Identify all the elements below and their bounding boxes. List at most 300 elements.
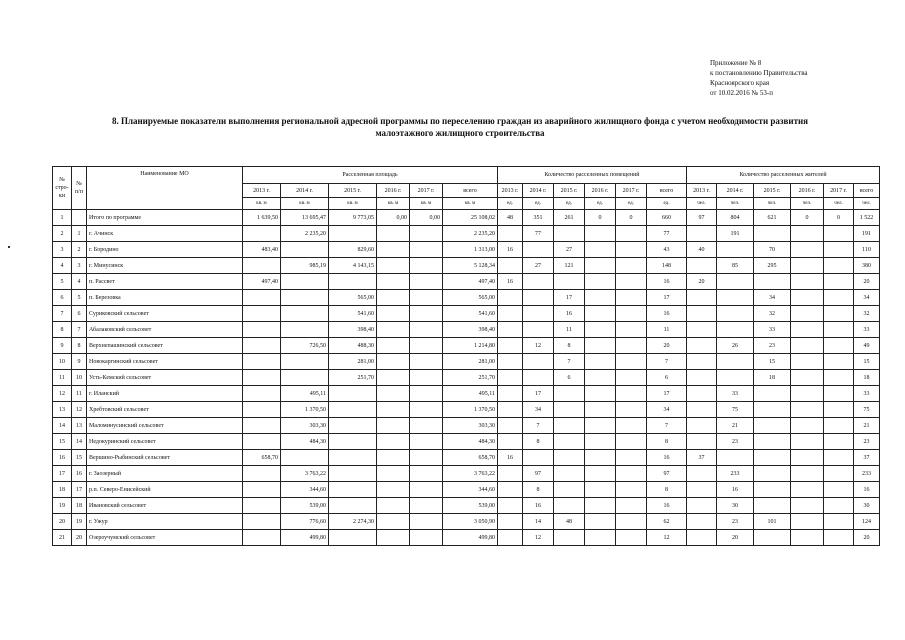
unit-header-cell: ед. bbox=[523, 198, 554, 210]
area-value-cell bbox=[377, 418, 410, 434]
people-value-cell bbox=[754, 530, 791, 546]
people-value-cell bbox=[754, 466, 791, 482]
rooms-value-cell bbox=[616, 274, 647, 290]
year-header-cell: всего bbox=[647, 184, 687, 198]
people-value-cell bbox=[791, 322, 824, 338]
area-value-cell: 1 370,50 bbox=[281, 402, 329, 418]
area-value-cell: 2 274,30 bbox=[329, 514, 377, 530]
rooms-value-cell bbox=[616, 370, 647, 386]
pp-number-cell: 18 bbox=[72, 498, 87, 514]
people-value-cell bbox=[717, 242, 754, 258]
header-group-rooms: Количество расселенных помещений bbox=[498, 167, 687, 184]
rooms-value-cell: 660 bbox=[647, 210, 687, 226]
area-value-cell bbox=[281, 370, 329, 386]
people-value-cell: 0 bbox=[824, 210, 854, 226]
rooms-value-cell bbox=[554, 226, 585, 242]
rooms-value-cell bbox=[554, 498, 585, 514]
rooms-value-cell bbox=[498, 338, 523, 354]
people-value-cell: 21 bbox=[717, 418, 754, 434]
area-value-cell: 3 763,22 bbox=[443, 466, 498, 482]
area-value-cell bbox=[410, 418, 443, 434]
people-value-cell: 15 bbox=[854, 354, 880, 370]
header-name: Наименование МО bbox=[87, 167, 243, 210]
rooms-value-cell: 34 bbox=[523, 402, 554, 418]
table-row bbox=[53, 514, 880, 530]
people-value-cell bbox=[824, 290, 854, 306]
rooms-value-cell: 27 bbox=[554, 242, 585, 258]
row-number-cell: 1 bbox=[53, 210, 72, 226]
people-value-cell: 23 bbox=[754, 338, 791, 354]
table-row bbox=[53, 402, 880, 418]
row-number-cell: 3 bbox=[53, 242, 72, 258]
people-value-cell: 40 bbox=[687, 242, 717, 258]
area-value-cell bbox=[410, 322, 443, 338]
rooms-value-cell bbox=[585, 514, 616, 530]
rooms-value-cell: 6 bbox=[647, 370, 687, 386]
area-value-cell bbox=[377, 370, 410, 386]
rooms-value-cell bbox=[554, 386, 585, 402]
area-value-cell: 0,00 bbox=[377, 210, 410, 226]
area-value-cell bbox=[243, 338, 281, 354]
municipality-name-cell: Суриковский сельсовет bbox=[87, 306, 243, 322]
year-header-cell: всего bbox=[854, 184, 880, 198]
people-value-cell: 20 bbox=[717, 530, 754, 546]
rooms-value-cell: 16 bbox=[498, 274, 523, 290]
rooms-value-cell bbox=[585, 498, 616, 514]
rooms-value-cell bbox=[616, 258, 647, 274]
people-value-cell: 34 bbox=[754, 290, 791, 306]
people-value-cell bbox=[791, 450, 824, 466]
people-value-cell: 33 bbox=[754, 322, 791, 338]
area-value-cell bbox=[377, 274, 410, 290]
area-value-cell: 1 370,50 bbox=[443, 402, 498, 418]
row-number-cell: 4 bbox=[53, 258, 72, 274]
rooms-value-cell bbox=[616, 354, 647, 370]
people-value-cell bbox=[824, 434, 854, 450]
people-value-cell: 75 bbox=[717, 402, 754, 418]
rooms-value-cell bbox=[523, 370, 554, 386]
people-value-cell bbox=[824, 402, 854, 418]
rooms-value-cell bbox=[554, 402, 585, 418]
row-number-cell: 19 bbox=[53, 498, 72, 514]
rooms-value-cell bbox=[616, 450, 647, 466]
unit-header-cell: ед. bbox=[616, 198, 647, 210]
people-value-cell: 233 bbox=[717, 466, 754, 482]
rooms-value-cell: 43 bbox=[647, 242, 687, 258]
rooms-value-cell bbox=[498, 306, 523, 322]
people-value-cell: 110 bbox=[854, 242, 880, 258]
row-number-cell: 9 bbox=[53, 338, 72, 354]
pp-number-cell: 3 bbox=[72, 258, 87, 274]
people-value-cell bbox=[687, 370, 717, 386]
table-row bbox=[53, 482, 880, 498]
area-value-cell: 829,60 bbox=[329, 242, 377, 258]
people-value-cell bbox=[824, 530, 854, 546]
rooms-value-cell bbox=[585, 418, 616, 434]
row-number-cell: 10 bbox=[53, 354, 72, 370]
rooms-value-cell: 7 bbox=[647, 354, 687, 370]
area-value-cell: 5 128,34 bbox=[443, 258, 498, 274]
rooms-value-cell: 16 bbox=[498, 450, 523, 466]
area-value-cell bbox=[243, 466, 281, 482]
people-value-cell: 20 bbox=[854, 530, 880, 546]
area-value-cell bbox=[329, 466, 377, 482]
area-value-cell: 484,30 bbox=[443, 434, 498, 450]
pp-number-cell: 7 bbox=[72, 322, 87, 338]
rooms-value-cell: 8 bbox=[523, 434, 554, 450]
people-value-cell: 295 bbox=[754, 258, 791, 274]
rooms-value-cell: 121 bbox=[554, 258, 585, 274]
title-line-1: 8. Планируемые показатели выполнения региональной адресной программы по переселению граждан из аварийного жилищного фонда с учетом необходимости развития bbox=[111, 116, 809, 126]
rooms-value-cell bbox=[616, 290, 647, 306]
rooms-value-cell bbox=[523, 322, 554, 338]
rooms-value-cell bbox=[523, 242, 554, 258]
people-value-cell: 33 bbox=[854, 322, 880, 338]
people-value-cell: 1 522 bbox=[854, 210, 880, 226]
row-number-cell: 11 bbox=[53, 370, 72, 386]
area-value-cell bbox=[243, 290, 281, 306]
people-value-cell bbox=[754, 482, 791, 498]
people-value-cell bbox=[791, 258, 824, 274]
area-value-cell bbox=[243, 258, 281, 274]
area-value-cell: 726,50 bbox=[281, 338, 329, 354]
people-value-cell bbox=[824, 418, 854, 434]
people-value-cell bbox=[824, 258, 854, 274]
people-value-cell: 20 bbox=[854, 274, 880, 290]
people-value-cell bbox=[717, 274, 754, 290]
people-value-cell: 37 bbox=[687, 450, 717, 466]
year-header-cell: всего bbox=[443, 184, 498, 198]
rooms-value-cell bbox=[585, 386, 616, 402]
year-header-cell: 2013 г. bbox=[687, 184, 717, 198]
area-value-cell: 303,30 bbox=[443, 418, 498, 434]
rooms-value-cell: 12 bbox=[647, 530, 687, 546]
people-value-cell bbox=[791, 226, 824, 242]
area-value-cell bbox=[410, 386, 443, 402]
people-value-cell bbox=[824, 274, 854, 290]
area-value-cell: 495,11 bbox=[443, 386, 498, 402]
municipality-name-cell: Ивановский сельсовет bbox=[87, 498, 243, 514]
title-line-2: малоэтажного жилищного строительства bbox=[375, 128, 545, 138]
people-value-cell bbox=[754, 386, 791, 402]
rooms-value-cell bbox=[585, 274, 616, 290]
rooms-value-cell: 14 bbox=[523, 514, 554, 530]
people-value-cell bbox=[754, 226, 791, 242]
people-value-cell: 15 bbox=[754, 354, 791, 370]
rooms-value-cell: 17 bbox=[647, 290, 687, 306]
area-value-cell bbox=[377, 450, 410, 466]
rooms-value-cell: 6 bbox=[554, 370, 585, 386]
rooms-value-cell bbox=[585, 466, 616, 482]
municipality-name-cell: Итого по программе bbox=[87, 210, 243, 226]
people-value-cell bbox=[687, 258, 717, 274]
people-value-cell bbox=[824, 306, 854, 322]
rooms-value-cell bbox=[585, 258, 616, 274]
rooms-value-cell: 48 bbox=[498, 210, 523, 226]
people-value-cell bbox=[824, 386, 854, 402]
pp-number-cell: 19 bbox=[72, 514, 87, 530]
people-value-cell bbox=[717, 290, 754, 306]
area-value-cell: 495,11 bbox=[281, 386, 329, 402]
rooms-value-cell bbox=[616, 530, 647, 546]
appendix-line: от 10.02.2016 № 53-п bbox=[710, 89, 773, 97]
area-value-cell: 3 763,22 bbox=[281, 466, 329, 482]
rooms-value-cell bbox=[616, 498, 647, 514]
people-value-cell: 16 bbox=[854, 482, 880, 498]
municipality-name-cell: г. Ужур bbox=[87, 514, 243, 530]
table-row bbox=[53, 498, 880, 514]
area-value-cell: 1 313,00 bbox=[443, 242, 498, 258]
scan-mark bbox=[8, 246, 10, 248]
rooms-value-cell bbox=[616, 242, 647, 258]
people-value-cell: 0 bbox=[791, 210, 824, 226]
people-value-cell: 37 bbox=[854, 450, 880, 466]
row-number-cell: 7 bbox=[53, 306, 72, 322]
rooms-value-cell: 351 bbox=[523, 210, 554, 226]
rooms-value-cell: 27 bbox=[523, 258, 554, 274]
rooms-value-cell bbox=[585, 306, 616, 322]
row-number-cell: 2 bbox=[53, 226, 72, 242]
rooms-value-cell bbox=[585, 242, 616, 258]
area-value-cell: 9 773,05 bbox=[329, 210, 377, 226]
area-value-cell bbox=[329, 226, 377, 242]
rooms-value-cell bbox=[498, 498, 523, 514]
pp-number-cell: 13 bbox=[72, 418, 87, 434]
area-value-cell: 658,70 bbox=[443, 450, 498, 466]
people-value-cell: 75 bbox=[854, 402, 880, 418]
rooms-value-cell: 8 bbox=[554, 338, 585, 354]
people-value-cell: 124 bbox=[854, 514, 880, 530]
area-value-cell bbox=[329, 482, 377, 498]
area-value-cell: 398,40 bbox=[329, 322, 377, 338]
area-value-cell: 0,00 bbox=[410, 210, 443, 226]
rooms-value-cell bbox=[523, 354, 554, 370]
table-row bbox=[53, 226, 880, 242]
rooms-value-cell bbox=[616, 322, 647, 338]
rooms-value-cell bbox=[498, 482, 523, 498]
table-row bbox=[53, 370, 880, 386]
people-value-cell bbox=[824, 226, 854, 242]
people-value-cell bbox=[824, 514, 854, 530]
year-header-cell: 2016 г. bbox=[791, 184, 824, 198]
municipality-name-cell: Озероучумский сельсовет bbox=[87, 530, 243, 546]
rooms-value-cell bbox=[585, 434, 616, 450]
area-value-cell bbox=[243, 322, 281, 338]
people-value-cell bbox=[791, 338, 824, 354]
rooms-value-cell bbox=[616, 482, 647, 498]
rooms-value-cell: 261 bbox=[554, 210, 585, 226]
rooms-value-cell bbox=[498, 466, 523, 482]
area-value-cell bbox=[377, 514, 410, 530]
rooms-value-cell: 0 bbox=[585, 210, 616, 226]
table-row bbox=[53, 530, 880, 546]
pp-number-cell: 20 bbox=[72, 530, 87, 546]
unit-header-cell: чел. bbox=[754, 198, 791, 210]
rooms-value-cell: 16 bbox=[554, 306, 585, 322]
rooms-value-cell bbox=[523, 274, 554, 290]
people-value-cell: 16 bbox=[717, 482, 754, 498]
year-header-cell: 2013 г. bbox=[243, 184, 281, 198]
rooms-value-cell: 97 bbox=[523, 466, 554, 482]
rooms-value-cell bbox=[498, 418, 523, 434]
people-value-cell: 70 bbox=[754, 242, 791, 258]
table-row bbox=[53, 242, 880, 258]
rooms-value-cell: 97 bbox=[647, 466, 687, 482]
people-value-cell bbox=[791, 386, 824, 402]
people-value-cell bbox=[824, 498, 854, 514]
people-value-cell: 23 bbox=[717, 514, 754, 530]
rooms-value-cell bbox=[498, 226, 523, 242]
area-value-cell bbox=[377, 498, 410, 514]
row-number-cell: 8 bbox=[53, 322, 72, 338]
area-value-cell bbox=[243, 306, 281, 322]
area-value-cell bbox=[410, 226, 443, 242]
rooms-value-cell: 17 bbox=[523, 386, 554, 402]
area-value-cell bbox=[377, 258, 410, 274]
document-title bbox=[60, 115, 860, 139]
rooms-value-cell bbox=[523, 450, 554, 466]
municipality-name-cell: р.п. Северо-Енисейский bbox=[87, 482, 243, 498]
year-header-cell: 2013 г. bbox=[498, 184, 523, 198]
people-value-cell bbox=[791, 418, 824, 434]
pp-number-cell: 8 bbox=[72, 338, 87, 354]
unit-header-cell: чел. bbox=[791, 198, 824, 210]
table-row bbox=[53, 322, 880, 338]
rooms-value-cell: 16 bbox=[523, 498, 554, 514]
rooms-value-cell: 62 bbox=[647, 514, 687, 530]
area-value-cell: 3 050,90 bbox=[443, 514, 498, 530]
area-value-cell: 499,80 bbox=[281, 530, 329, 546]
unit-header-cell: кв. м bbox=[281, 198, 329, 210]
area-value-cell bbox=[243, 530, 281, 546]
area-value-cell bbox=[377, 338, 410, 354]
people-value-cell: 233 bbox=[854, 466, 880, 482]
rooms-value-cell bbox=[554, 482, 585, 498]
table-row bbox=[53, 434, 880, 450]
people-value-cell: 23 bbox=[717, 434, 754, 450]
area-value-cell: 541,60 bbox=[329, 306, 377, 322]
row-number-cell: 18 bbox=[53, 482, 72, 498]
area-value-cell: 281,00 bbox=[443, 354, 498, 370]
area-value-cell: 303,30 bbox=[281, 418, 329, 434]
municipality-name-cell: Усть-Кемский сельсовет bbox=[87, 370, 243, 386]
unit-header-cell: ед. bbox=[554, 198, 585, 210]
header-group-area: Расселенная площадь bbox=[243, 167, 498, 184]
row-number-cell: 21 bbox=[53, 530, 72, 546]
people-value-cell bbox=[824, 450, 854, 466]
municipality-name-cell: п. Березовка bbox=[87, 290, 243, 306]
area-value-cell bbox=[243, 482, 281, 498]
rooms-value-cell: 16 bbox=[647, 274, 687, 290]
rooms-value-cell bbox=[585, 370, 616, 386]
rooms-value-cell bbox=[616, 466, 647, 482]
people-value-cell bbox=[754, 450, 791, 466]
people-value-cell bbox=[824, 466, 854, 482]
rooms-value-cell bbox=[585, 338, 616, 354]
people-value-cell bbox=[791, 354, 824, 370]
rooms-value-cell: 7 bbox=[647, 418, 687, 434]
area-value-cell bbox=[377, 306, 410, 322]
pp-number-cell: 6 bbox=[72, 306, 87, 322]
unit-header-cell: ед. bbox=[585, 198, 616, 210]
area-value-cell bbox=[281, 450, 329, 466]
rooms-value-cell bbox=[585, 450, 616, 466]
area-value-cell: 398,40 bbox=[443, 322, 498, 338]
area-value-cell: 658,70 bbox=[243, 450, 281, 466]
row-number-cell: 17 bbox=[53, 466, 72, 482]
pp-number-cell: 15 bbox=[72, 450, 87, 466]
pp-number-cell: 10 bbox=[72, 370, 87, 386]
table-row bbox=[53, 354, 880, 370]
rooms-value-cell bbox=[585, 226, 616, 242]
people-value-cell bbox=[687, 386, 717, 402]
people-value-cell bbox=[687, 530, 717, 546]
table-row bbox=[53, 274, 880, 290]
row-number-cell: 5 bbox=[53, 274, 72, 290]
area-value-cell bbox=[410, 354, 443, 370]
people-value-cell: 33 bbox=[717, 386, 754, 402]
rooms-value-cell bbox=[498, 386, 523, 402]
area-value-cell bbox=[281, 274, 329, 290]
area-value-cell: 344,60 bbox=[281, 482, 329, 498]
appendix-line: к постановлению Правительства bbox=[710, 69, 808, 77]
people-value-cell bbox=[754, 434, 791, 450]
area-value-cell: 4 143,15 bbox=[329, 258, 377, 274]
people-value-cell bbox=[687, 322, 717, 338]
rooms-value-cell bbox=[616, 226, 647, 242]
year-header-cell: 2016 г. bbox=[377, 184, 410, 198]
municipality-name-cell: Новокаргинский сельсовет bbox=[87, 354, 243, 370]
area-value-cell bbox=[243, 434, 281, 450]
pp-number-cell: 12 bbox=[72, 402, 87, 418]
rooms-value-cell bbox=[585, 482, 616, 498]
area-value-cell: 251,70 bbox=[329, 370, 377, 386]
pp-number-cell bbox=[72, 210, 87, 226]
people-value-cell bbox=[687, 290, 717, 306]
rooms-value-cell bbox=[616, 338, 647, 354]
rooms-value-cell bbox=[498, 514, 523, 530]
pp-number-cell: 11 bbox=[72, 386, 87, 402]
area-value-cell bbox=[243, 386, 281, 402]
people-value-cell bbox=[754, 274, 791, 290]
year-header-cell: 2016 г. bbox=[585, 184, 616, 198]
area-value-cell bbox=[410, 338, 443, 354]
area-value-cell: 251,70 bbox=[443, 370, 498, 386]
unit-header-cell: кв. м bbox=[377, 198, 410, 210]
table-row bbox=[53, 306, 880, 322]
area-value-cell bbox=[410, 482, 443, 498]
municipality-name-cell: п. Рассвет bbox=[87, 274, 243, 290]
rooms-value-cell bbox=[554, 450, 585, 466]
area-value-cell bbox=[410, 450, 443, 466]
people-value-cell bbox=[687, 338, 717, 354]
area-value-cell: 539,00 bbox=[281, 498, 329, 514]
people-value-cell: 34 bbox=[854, 290, 880, 306]
unit-header-cell: ед. bbox=[647, 198, 687, 210]
area-value-cell bbox=[243, 402, 281, 418]
rooms-value-cell: 16 bbox=[647, 450, 687, 466]
rooms-value-cell bbox=[498, 322, 523, 338]
unit-header-cell: кв. м bbox=[410, 198, 443, 210]
area-value-cell bbox=[410, 370, 443, 386]
unit-header-cell: чел. bbox=[854, 198, 880, 210]
people-value-cell: 30 bbox=[717, 498, 754, 514]
people-value-cell: 21 bbox=[854, 418, 880, 434]
header-pp-no: № п/п bbox=[72, 167, 87, 210]
municipality-name-cell: г. Ачинск bbox=[87, 226, 243, 242]
people-value-cell: 32 bbox=[854, 306, 880, 322]
pp-number-cell: 17 bbox=[72, 482, 87, 498]
